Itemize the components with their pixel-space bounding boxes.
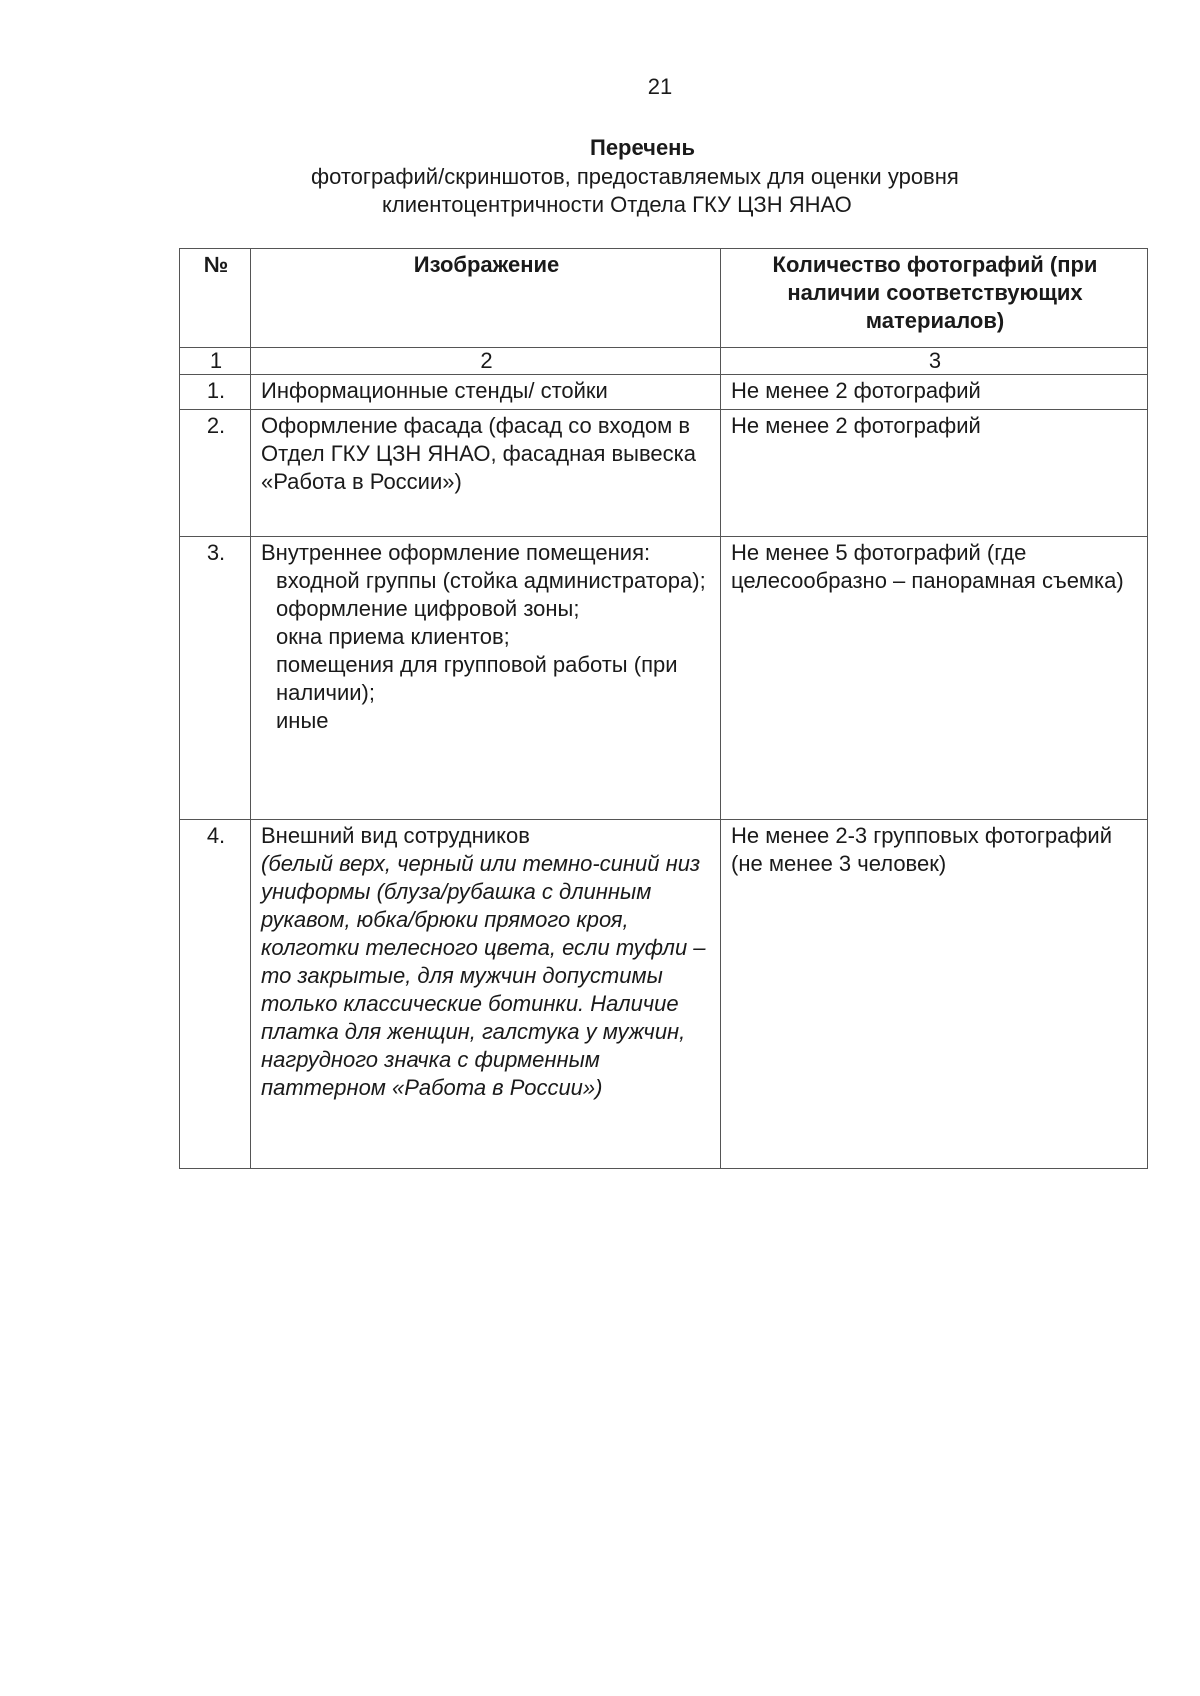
row-image: Оформление фасада (фасад со входом в Отдел ГКУ ЦЗН ЯНАО, фасадная вывеска «Работа в России») [251,410,721,537]
index-cell-3: 3 [721,348,1148,375]
table-header-row [180,249,1148,348]
subtitle-line-2: клиентоцентричности Отдела ГКУ ЦЗН ЯНАО [382,192,852,217]
row-image-intro: Внешний вид сотрудников [261,823,530,848]
table-row [180,537,1148,820]
row-number: 2. [180,410,251,537]
document-subtitle [296,163,1116,219]
row-quantity: Не менее 2 фотографий [721,410,1148,537]
row-number: 4. [180,820,251,1169]
table-row [180,820,1148,1169]
row-number: 3. [180,537,251,820]
table-row [180,410,1148,537]
row-image-intro: Внутреннее оформление помещения: [261,540,651,565]
index-cell-1: 1 [180,348,251,375]
header-quantity: Количество фотографий (при наличии соответствующих материалов) [721,249,1148,348]
row-quantity: Не менее 2 фотографий [721,375,1148,410]
row-image [251,537,721,820]
row-image-item: входной группы (стойка администратора); [276,568,706,593]
table-index-row [180,348,1148,375]
row-image-item: помещения для групповой работы (при наличии); [276,652,678,705]
row-quantity: Не менее 2-3 групповых фотографий (не менее 3 человек) [721,820,1148,1169]
document-title: Перечень [590,135,695,160]
subtitle-line-1: фотографий/скриншотов, предоставляемых для оценки уровня [311,164,959,189]
row-image-item: окна приема клиентов; [276,624,510,649]
row-image-item: оформление цифровой зоны; [276,596,580,621]
row-number: 1. [180,375,251,410]
index-cell-2: 2 [251,348,721,375]
header-number: № [180,249,251,348]
row-image-note: (белый верх, черный или темно-синий низ униформы (блуза/рубашка с длинным рукавом, юбка/брюки прямого кроя, колготки телесного цвета, если туфли – то закрытые, для мужчин допустимы только классические ботинки. Наличие платка для женщин, галстука у мужчин, нагрудного значка с фирменным паттерном «Работа в России») [261,851,706,1100]
row-quantity: Не менее 5 фотографий (где целесообразно – панорамная съемка) [721,537,1148,820]
row-image-item: иные [276,708,329,733]
row-image: Информационные стенды/ стойки [251,375,721,410]
header-image: Изображение [251,249,721,348]
row-image [251,820,721,1169]
page-number: 21 [647,74,673,99]
photo-list-table [179,248,1148,1169]
table-row [180,375,1148,410]
